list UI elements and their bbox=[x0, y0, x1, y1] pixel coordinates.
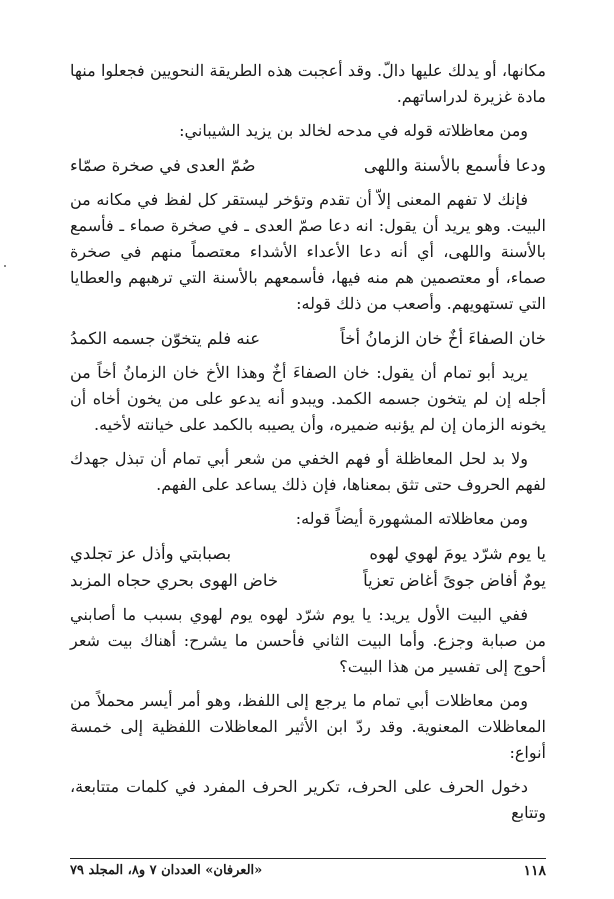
verse-hemistich-second: صُمّ العدى في صخرة صمّاء bbox=[70, 156, 256, 175]
verse-hemistich-first: يومٌ أفاض جوىً أغاض تعزياً bbox=[363, 571, 546, 590]
paragraph: مكانها، أو يدلك عليها دالّ. وقد أعجبت هذه الطريقة النحويين فجعلوا منها مادة غزيرة لدراساتهم. bbox=[70, 61, 547, 106]
page-footer bbox=[70, 858, 546, 880]
verse-hemistich-second: عنه فلم يتخوّن جسمه الكمدُ bbox=[70, 329, 261, 348]
body-text bbox=[70, 58, 546, 826]
paragraph: ومن معاظلات أبي تمام ما يرجع إلى اللفظ، وهو أمر أيسر محملاً من المعاظلات المعنوية. وقد ردّ ابن الأثير المعاظلات اللفظية إلى خمسة أنواع: bbox=[70, 691, 547, 762]
verse-hemistich-second: بصبابتي وأذل عز تجلدي bbox=[70, 544, 232, 563]
paragraph: دخول الحرف على الحرف، تكرير الحرف المفرد في كلمات متتابعة، وتتابع bbox=[70, 777, 546, 822]
journal-reference: «العرفان» العددان ٧ و٨، المجلد ٧٩ bbox=[70, 863, 263, 878]
paragraph: ومن معاظلاته قوله في مدحه لخالد بن يزيد الشيباني: bbox=[179, 121, 528, 140]
scan-speck bbox=[4, 265, 6, 267]
verse-line bbox=[70, 540, 546, 567]
verse-line bbox=[70, 152, 546, 179]
verse-hemistich-second: خاض الهوى بحري حجاه المزبد bbox=[70, 571, 279, 590]
paragraph: ومن معاظلاته المشهورة أيضاً قوله: bbox=[295, 509, 528, 528]
paragraph: فإنك لا تفهم المعنى إلاّ أن تقدم وتؤخر ليستقر كل لفظ في مكانه من البيت. وهو يريد أن يقول: انه دعا صمّ العدى ـ في صخرة صماء ـ فأسمع بالأسنة واللهى، أي أنه دعا الأعداء الأشداء معتصماً منهم في صخرة صماء، أو معتصمين هم منه فيها، فأسمعهم بالأسنة التي ترهبهم والعطايا التي تستهويهم. وأصعب من ذلك قوله: bbox=[70, 190, 546, 313]
paragraph: ففي البيت الأول يريد: يا يوم شرّد لهوه يوم لهوي بسبب ما أصابني من صبابة وجزع. وأما البيت الثاني فأحسن ما يشرح: أهناك بيت شعر أحوج إلى تفسير من هذا البيت؟ bbox=[70, 605, 546, 676]
verse-hemistich-first: ودعا فأسمع بالأسنة واللهى bbox=[363, 156, 546, 175]
paragraph: يريد أبو تمام أن يقول: خان الصفاءَ أخٌ وهذا الأخ خان الزمانُ أخاً من أجله إن لم يتخون جسمه الكمد. ويبدو أنه يدعو على من يخون أخاه أن يخونه الزمان إن لم يؤنبه ضميره، وأن يصيبه بالكمد على خيانته لأخيه. bbox=[70, 363, 546, 434]
paragraph: ولا بد لحل المعاظلة أو فهم الخفي من شعر أبي تمام أن تبذل جهدك لفهم الحروف حتى تثق بمعناها، فإن ذلك يساعد على الفهم. bbox=[70, 449, 546, 494]
verse-hemistich-first: يا يوم شرّد يومَ لهوي لهوه bbox=[369, 544, 546, 563]
page-number: ١١٨ bbox=[523, 863, 546, 879]
verse-line bbox=[70, 325, 546, 352]
verse-hemistich-first: خان الصفاءَ أخٌ خان الزمانُ أخاً bbox=[340, 329, 546, 348]
verse-line bbox=[70, 567, 546, 594]
